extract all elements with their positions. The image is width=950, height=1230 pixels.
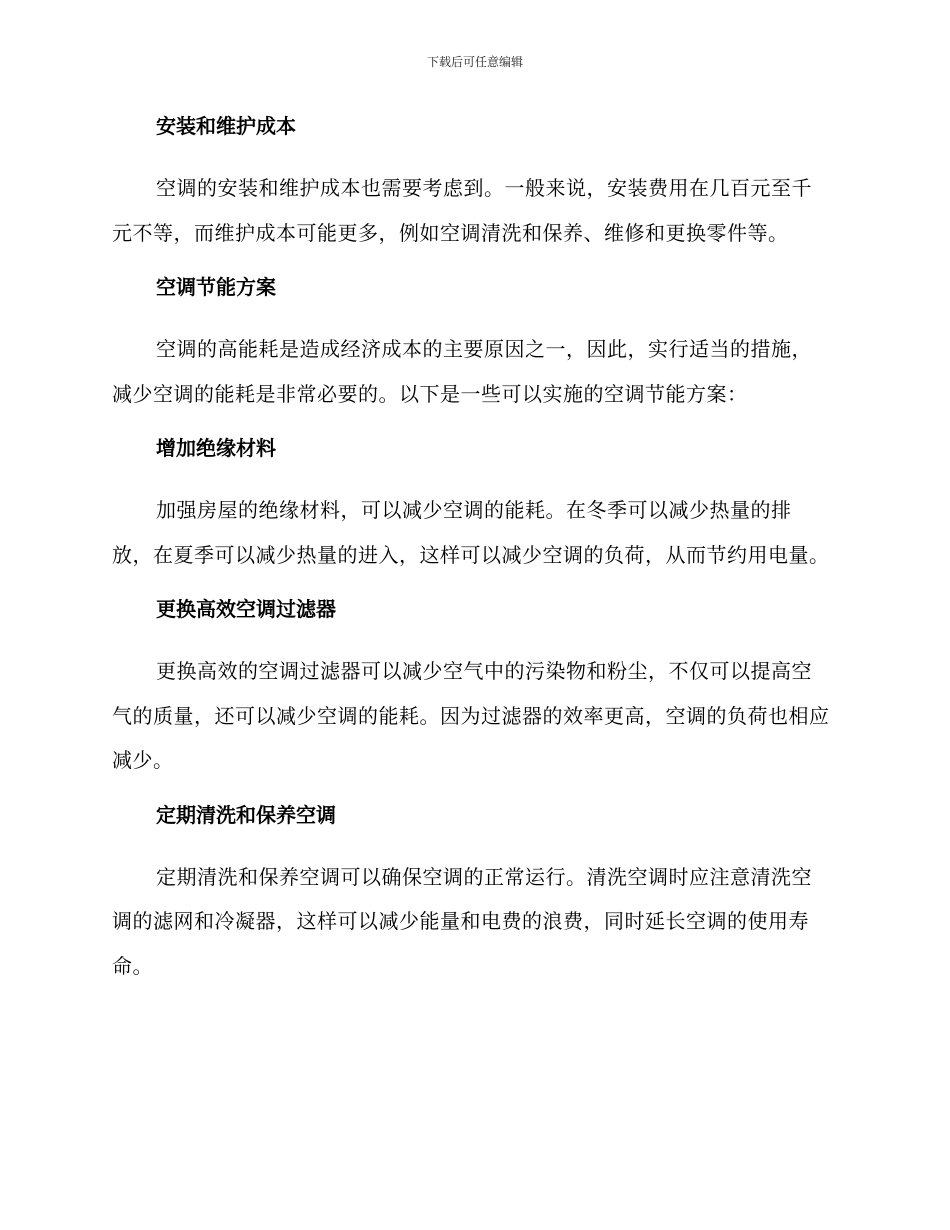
- section-heading-installation-cost: 安装和维护成本: [156, 114, 296, 138]
- page-header: 下载后可任意编辑: [426, 55, 523, 69]
- section-heading-maintenance: 定期清洗和保养空调: [156, 802, 336, 827]
- section-paragraph-maintenance: 定期清洗和保养空调可以确保空调的正常运行。清洗空调时应注意清洗空调的滤网和冷凝器，这样可以减少能量和电费的浪费，同时延长空调的使用寿命。: [112, 864, 812, 978]
- section-paragraph-installation-cost: 空调的安装和维护成本也需要考虑到。一般来说，安装费用在几百元至千元不等，而维护成本可能更多，例如空调清洗和保养、维修和更换零件等。: [112, 176, 812, 245]
- section-paragraph-filter: 更换高效的空调过滤器可以减少空气中的污染物和粉尘，不仅可以提高空气的质量，还可以减少空调的能耗。因为过滤器的效率更高，空调的负荷也相应减少。: [112, 659, 830, 772]
- section-heading-energy-saving-plan: 空调节能方案: [156, 275, 276, 299]
- section-paragraph-insulation: 加强房屋的绝缘材料，可以减少空调的能耗。在冬季可以减少热量的排放，在夏季可以减少热量的进入，这样可以减少空调的负荷，从而节约用电量。: [112, 498, 830, 567]
- section-heading-insulation: 增加绝缘材料: [156, 436, 276, 460]
- document-body: [112, 111, 832, 1005]
- section-heading-filter: 更换高效空调过滤器: [156, 597, 336, 621]
- section-paragraph-energy-saving-plan: 空调的高能耗是造成经济成本的主要原因之一，因此，实行适当的措施，减少空调的能耗是非常必要的。以下是一些可以实施的空调节能方案：: [112, 337, 812, 406]
